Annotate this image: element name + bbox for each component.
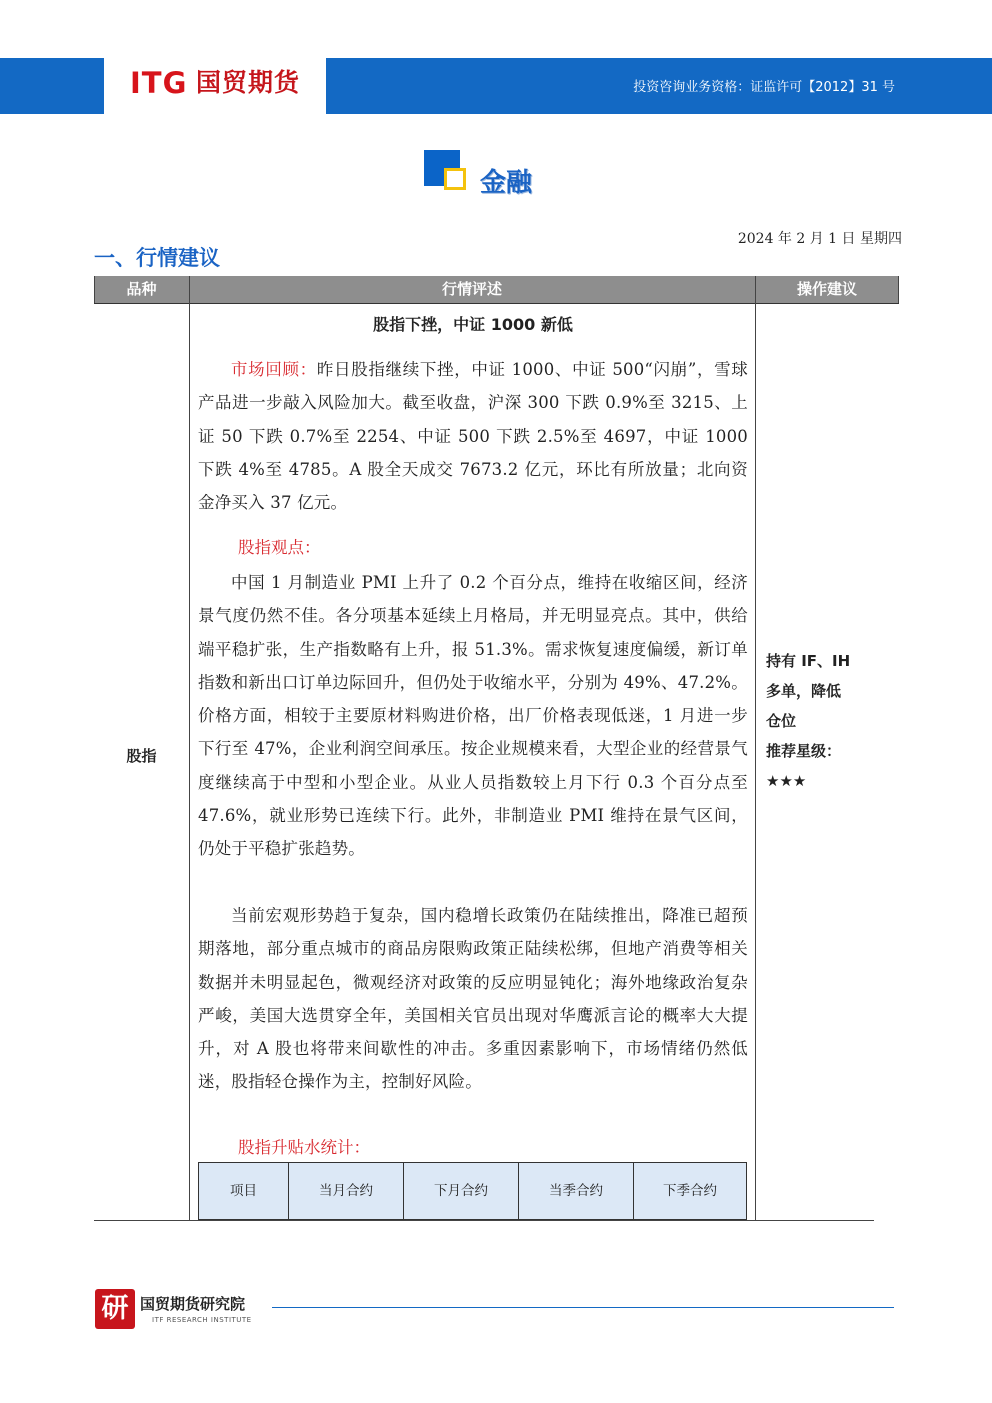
advice-line: 持有 IF、IH xyxy=(766,652,851,670)
footer-institute-name: 国贸期货研究院 xyxy=(140,1295,246,1313)
stats-header-current-quarter: 当季合约 xyxy=(518,1163,633,1219)
table-divider xyxy=(94,276,95,303)
header-review: 行情评述 xyxy=(441,280,502,298)
page-title: 金融 xyxy=(480,168,533,198)
advice-line: 多单，降低 xyxy=(766,682,842,700)
research-seal-logo: 研 xyxy=(95,1289,135,1329)
star-rating: ★★★ xyxy=(766,772,807,790)
index-view-paragraph-2: 当前宏观形势趋于复杂，国内稳增长政策仍在陆续推出，降准已超预期落地，部分重点城市的商品房限购政策正陆续松绑，但地产消费等相关数据并未明显起色，微观经济对政策的反应明显钝化；海外地缘政治复杂严峻，美国大选贯穿全年，美国相关官员出现对华鹰派言论的概率大大提升，对 A 股也将带来间歇性的冲击。多重因素影响下，市场情绪仍然低迷，股指轻仓操作为主，控制好风险。 xyxy=(198,906,748,1092)
index-view-label: 股指观点： xyxy=(238,538,321,557)
table-divider xyxy=(189,276,190,1221)
header-variety: 品种 xyxy=(126,280,157,298)
stats-header-item: 项目 xyxy=(230,1183,257,1199)
report-date: 2024 年 2 月 1 日 星期四 xyxy=(737,231,902,247)
footer-divider xyxy=(272,1307,894,1308)
rating-label: 推荐星级： xyxy=(766,742,842,760)
table-divider xyxy=(898,276,899,303)
stats-header-next-month: 下月合约 xyxy=(403,1163,518,1219)
section-title: 一、行情建议 xyxy=(94,246,220,270)
license-text: 投资咨询业务资格：证监许可【2012】31 号 xyxy=(633,80,895,95)
market-review-paragraph xyxy=(198,353,748,519)
stats-header-next-quarter: 下季合约 xyxy=(633,1163,746,1219)
review-heading: 股指下挫，中证 1000 新低 xyxy=(373,315,573,334)
table-divider xyxy=(755,276,756,1221)
logo-itg: ITG xyxy=(130,66,188,100)
header-advice: 操作建议 xyxy=(796,280,857,298)
operation-advice xyxy=(766,646,886,796)
table-header xyxy=(94,276,899,304)
title-square-outline-icon xyxy=(444,168,466,190)
market-review-text: 昨日股指继续下挫，中证 1000、中证 500“闪崩”，雪球产品进一步敲入风险加大。截至收盘，沪深 300 下跌 0.9%至 3215、上证 50 下跌 0.7%至 2254、中证 500 下跌 2.5%至 4697，中证 1000 下跌 4%至 4785。A 股全天成交 7673.2 亿元，环比有所放量；北向资金净买入 37 亿元。 xyxy=(198,360,748,513)
footer-institute-subtitle: ITF RESEARCH INSTITUTE xyxy=(152,1316,252,1324)
stats-label: 股指升贴水统计： xyxy=(238,1138,370,1157)
advice-line: 仓位 xyxy=(766,712,797,730)
market-review-label: 市场回顾： xyxy=(231,360,317,379)
table-bottom-line xyxy=(94,1220,874,1221)
index-view-paragraph-1: 中国 1 月制造业 PMI 上升了 0.2 个百分点，维持在收缩区间，经济景气度仍然不佳。各分项基本延续上月格局，并无明显亮点。其中，供给端平稳扩张，生产指数略有上升，报 51.3%。需求恢复速度偏缓，新订单指数和新出口订单边际回升，但仍处于收缩水平，分别为 49%、47.2%。价格方面，相较于主要原材料购进价格，出厂价格表现低迷，1 月进一步下行至 47%，企业利润空间承压。按企业规模来看，大型企业的经营景气度继续高于中型和小型企业。从业人员指数较上月下行 0.3 个百分点至 47.6%，就业形势已连续下行。此外，非制造业 PMI 维持在景气区间，仍处于平稳扩张趋势。 xyxy=(198,573,748,859)
basis-stats-table xyxy=(198,1162,747,1220)
variety-cell: 股指 xyxy=(126,747,157,765)
logo-company-name: 国贸期货 xyxy=(196,68,301,97)
stats-header-current-month: 当月合约 xyxy=(288,1163,403,1219)
